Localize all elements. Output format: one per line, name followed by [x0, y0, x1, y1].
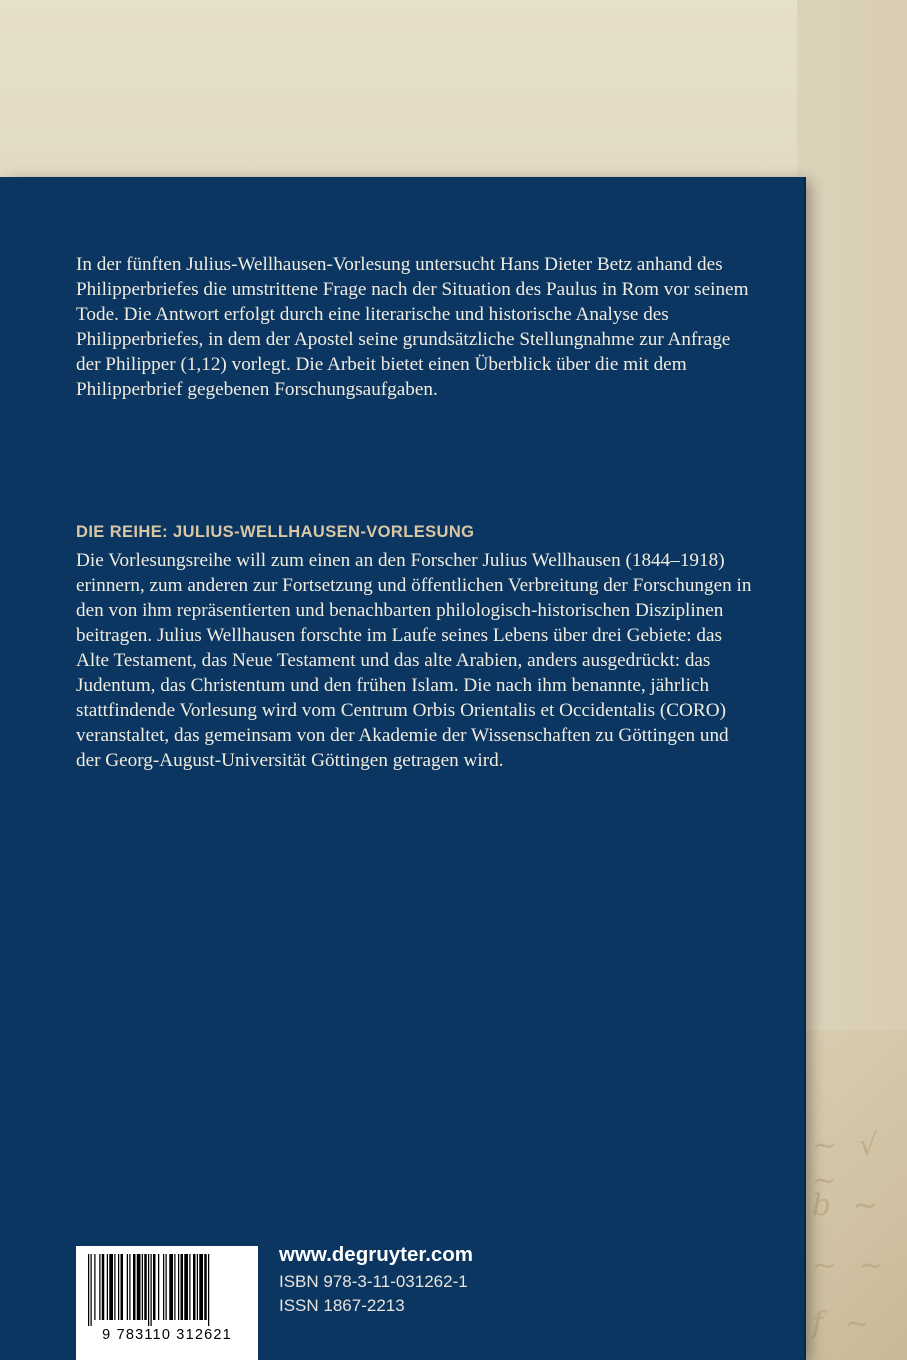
barcode-bar — [142, 1254, 143, 1320]
series-description: Die Vorlesungsreihe will zum einen an den Forscher Julius Wellhausen (1844–1918) erinnern, zum anderen zur Fortsetzung und öffentlichen Verbreitung der Forschungen in den von ihm repräsentierten und benachbarten philologisch-historischen Disziplinen beitragen. Julius Wellhausen forschte im Laufe seines Lebens über drei Gebiete: das Alte Testament, das Neue Testament und das alte Arabien, anders ausgedrückt: das Judentum, das Christentum und den frühen Islam. Die nach ihm benannte, jährlich stattfindende Vorlesung wird vom Centrum Orbis Orientalis et Occidentalis (CORO) veranstaltet, das gemeinsam von der Akademie der Wissenschaften zu Göttingen und der Georg-August-Universität Göttingen getragen wird. — [76, 550, 752, 771]
barcode-bar — [174, 1254, 175, 1320]
barcode-bar — [158, 1254, 159, 1320]
barcode-bar — [118, 1254, 119, 1320]
barcode-bar — [169, 1254, 173, 1320]
barcode-bar — [133, 1254, 136, 1320]
handwriting-decoration: ~ ~ — [812, 1248, 890, 1283]
publisher-url[interactable]: www.degruyter.com — [279, 1243, 474, 1266]
handwriting-decoration: b ~ — [812, 1188, 884, 1223]
barcode-bar — [166, 1254, 167, 1320]
barcode-bar — [163, 1254, 164, 1320]
issn-number: ISSN 1867-2213 — [279, 1296, 405, 1315]
barcode-bar — [193, 1254, 196, 1320]
barcode-bar — [148, 1254, 149, 1326]
barcode-bar — [189, 1254, 190, 1320]
barcode-bar — [102, 1254, 105, 1320]
barcode-bar — [99, 1254, 100, 1320]
barcode — [76, 1246, 258, 1360]
blurb-text: In der fünften Julius-Wellhausen-Vorlesung untersucht Hans Dieter Betz anhand des Philipperbriefes die umstrittene Frage nach der Situation des Paulus in Rom vor seinem Tode. Die Antwort erfolgt durch eine literarische und historische Analyse des Philipperbriefes, in dem der Apostel seine grundsätzliche Stellungnahme zur Anfrage der Philipper (1,12) vorlegt. Die Arbeit bietet einen Überblick über die mit dem Philipperbrief gegebenen Forschungsaufgaben. — [76, 254, 749, 400]
barcode-bar — [153, 1254, 156, 1320]
barcode-bar — [137, 1254, 141, 1320]
series-heading: DIE REIHE: JULIUS-WELLHAUSEN-VORLESUNG — [76, 523, 475, 541]
barcode-bar — [91, 1254, 92, 1326]
barcode-bar — [199, 1254, 203, 1320]
barcode-bar — [197, 1254, 198, 1320]
handwriting-decoration: ~ √ ~ — [812, 1128, 884, 1198]
barcode-bar — [129, 1254, 130, 1320]
barcode-bars — [88, 1254, 246, 1326]
barcode-bar — [94, 1254, 95, 1320]
barcode-bar — [127, 1254, 128, 1320]
barcode-bar — [184, 1254, 188, 1320]
barcode-bar — [208, 1254, 209, 1326]
cover-edge — [804, 177, 806, 1360]
barcode-bar — [181, 1254, 184, 1320]
isbn-number: ISBN 978-3-11-031262-1 — [279, 1272, 468, 1291]
barcode-bar — [114, 1254, 115, 1320]
barcode-bar — [151, 1254, 152, 1326]
barcode-bar — [178, 1254, 179, 1320]
handwriting-decoration: f ~ — [812, 1306, 876, 1341]
barcode-bar — [107, 1254, 108, 1320]
barcode-bar — [121, 1254, 124, 1320]
barcode-bar — [144, 1254, 147, 1320]
barcode-bar — [88, 1254, 89, 1326]
barcode-bar — [109, 1254, 113, 1320]
barcode-digits: 9 783110 312621 — [102, 1327, 232, 1343]
barcode-bar — [204, 1254, 207, 1320]
